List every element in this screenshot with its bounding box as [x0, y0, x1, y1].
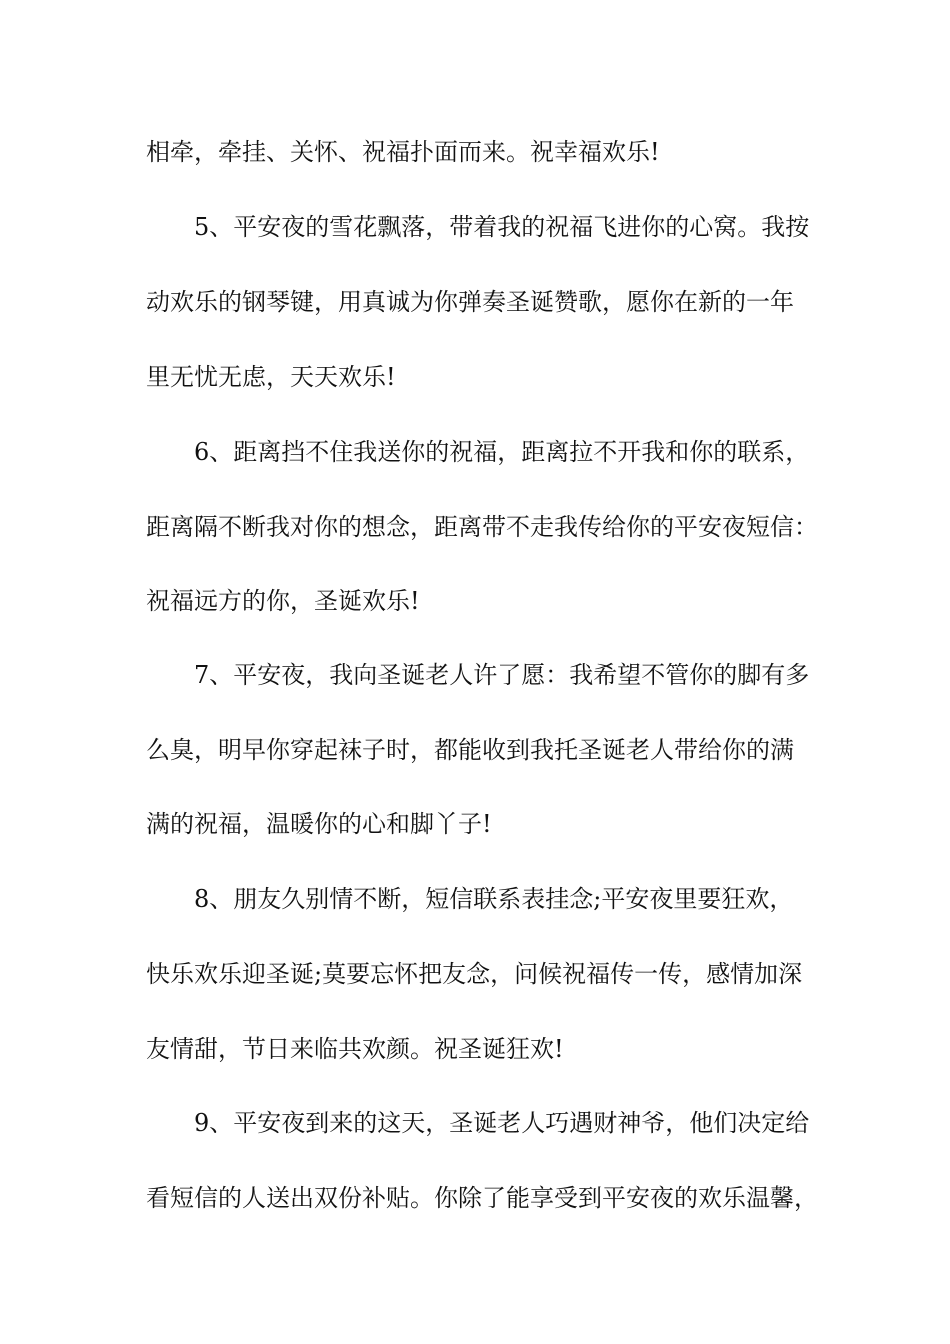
paragraph-6-line-3: 祝福远方的你，圣诞欢乐!	[146, 587, 420, 615]
paragraph-7-line-3: 满的祝福，温暖你的心和脚丫子!	[146, 810, 492, 838]
paragraph-5-line-2: 动欢乐的钢琴键，用真诚为你弹奏圣诞赞歌，愿你在新的一年	[146, 288, 794, 316]
paragraph-8-line-3: 友情甜，节日来临共欢颜。祝圣诞狂欢!	[146, 1035, 564, 1063]
paragraph-5-line-1: 5、平安夜的雪花飘落，带着我的祝福飞进你的心窝。我按	[194, 213, 810, 241]
paragraph-8-line-1: 8、朋友久别情不断，短信联系表挂念;平安夜里要狂欢，	[194, 885, 794, 913]
text-line-1: 相牵，牵挂、关怀、祝福扑面而来。祝幸福欢乐!	[146, 138, 660, 166]
paragraph-9-line-1: 9、平安夜到来的这天，圣诞老人巧遇财神爷，他们决定给	[194, 1109, 810, 1137]
paragraph-7-line-2: 么臭，明早你穿起袜子时，都能收到我托圣诞老人带给你的满	[146, 736, 794, 764]
paragraph-6-line-1: 6、距离挡不住我送你的祝福，距离拉不开我和你的联系，	[194, 438, 810, 466]
paragraph-6-line-2: 距离隔不断我对你的想念，距离带不走我传给你的平安夜短信：	[146, 513, 818, 541]
paragraph-8-line-2: 快乐欢乐迎圣诞;莫要忘怀把友念，问候祝福传一传，感情加深	[146, 960, 803, 988]
paragraph-5-line-3: 里无忧无虑，天天欢乐!	[146, 363, 396, 391]
paragraph-9-line-2: 看短信的人送出双份补贴。你除了能享受到平安夜的欢乐温馨，	[146, 1184, 818, 1212]
paragraph-7-line-1: 7、平安夜，我向圣诞老人许了愿：我希望不管你的脚有多	[194, 661, 810, 689]
